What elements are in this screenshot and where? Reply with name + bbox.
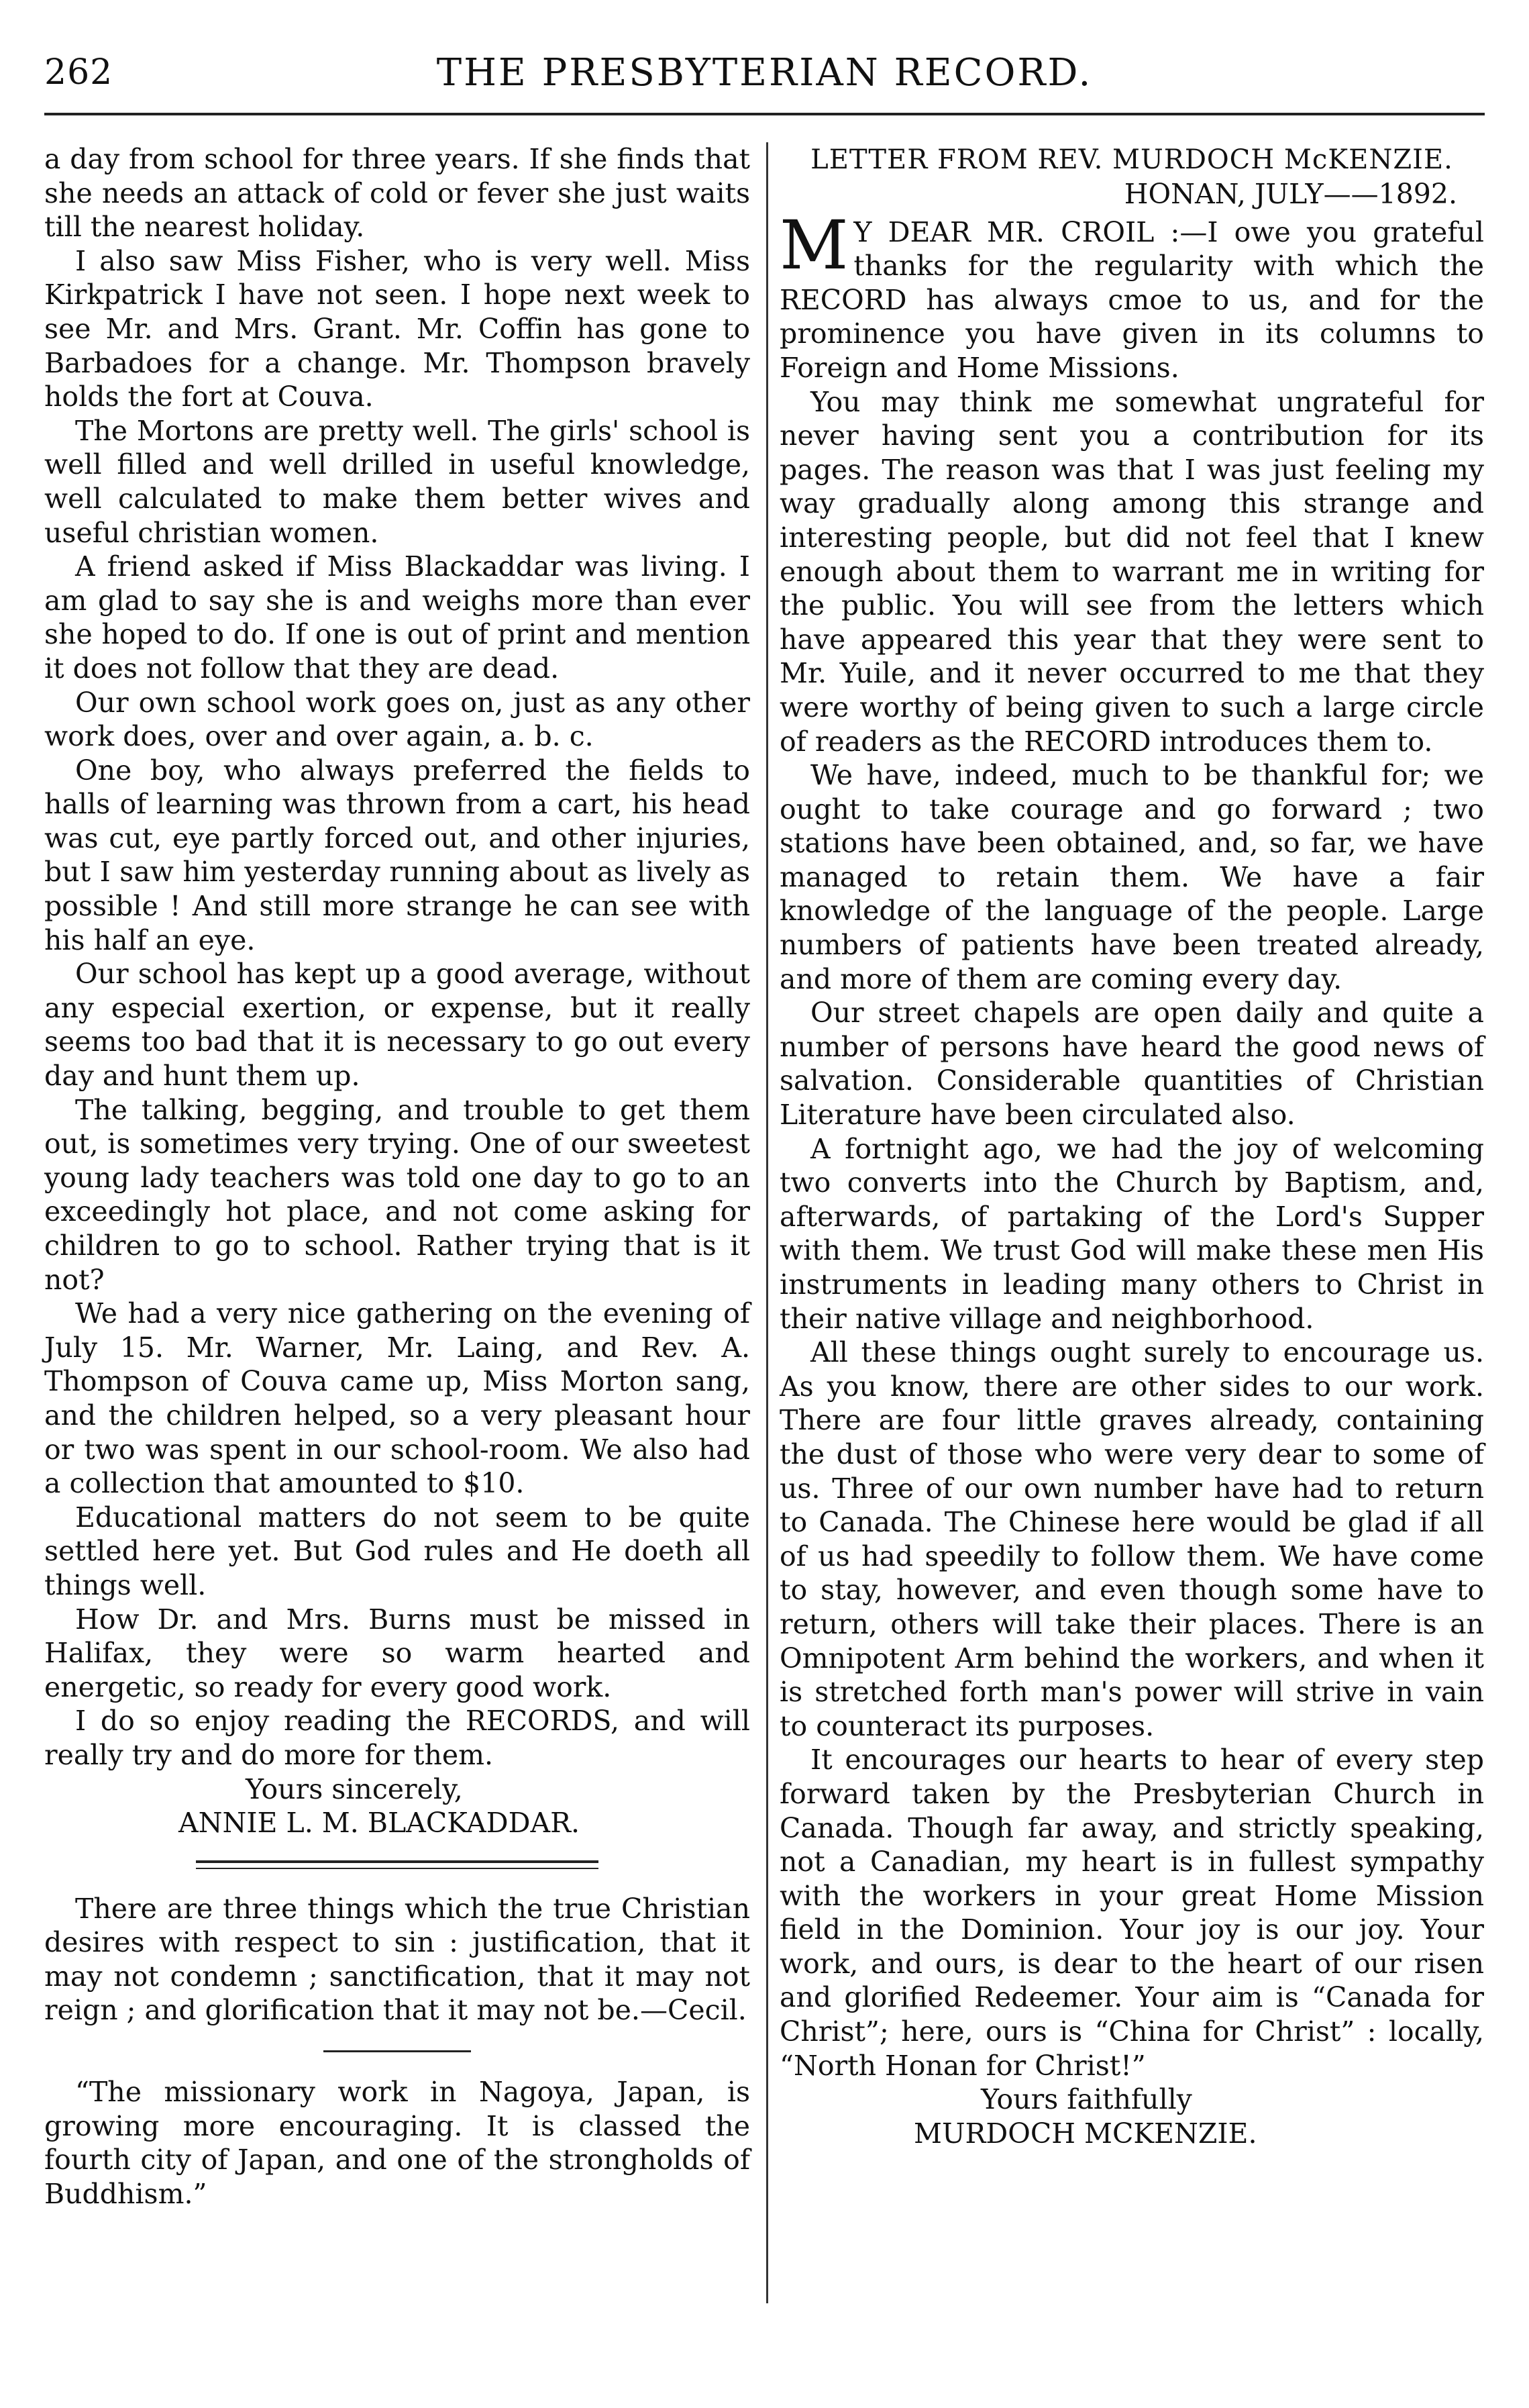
letter-closing: Yours sincerely, [246,1772,463,1805]
right-paragraph: It encourages our hearts to hear of every step forward taken by the Presbyterian Church in Canada. Though far away, and strictly speaking, not a Canadian, my heart is in fullest sympathy with the workers in your great Home Mission field in the Dominion. Your joy is our joy. Your work, and ours, is dear to the heart of our risen and glorified Redeemer. Your aim is “Canada for Christ”; here, ours is “China for Christ” : locally, “North Honan for Christ!” [780,1744,1484,2082]
left-paragraph: Our own school work goes on, just as any other work does, over and over again, a. b. c. [44,686,750,753]
page-number: 262 [44,52,113,93]
left-paragraph: We had a very nice gathering on the evening of July 15. Mr. Warner, Mr. Laing, and Rev. A. Thompson of Couva came up, Miss Morton sang, and the children helped, so a very pleasant hour or two was spent in our school-room. We also had a collection that amounted to $10. [44,1297,750,1500]
left-column [44,142,754,2211]
left-paragraph: One boy, who always preferred the fields to halls of learning was thrown from a cart, his head was cut, eye partly forced out, and other injuries, but I saw him yesterday running about as lively as possible ! And still more strange he can see with his half an eye. [44,754,750,956]
quote-paragraph: There are three things which the true Christian desires with respect to sin : justification, that it may not condemn ; sanctification, that it may not reign ; and glorification that it may not be.—Cecil. [44,1892,750,2027]
letter-signature: ANNIE L. M. BLACKADDAR. [178,1807,580,1840]
left-paragraph: Educational matters do not seem to be quite settled here yet. But God rules and He doeth all things well. [44,1501,750,1601]
letter-signature: MURDOCH MCKENZIE. [914,2117,1257,2150]
letter-title: LETTER FROM REV. MURDOCH McKENZIE. [810,144,1453,175]
left-paragraph: I also saw Miss Fisher, who is very well. Miss Kirkpatrick I have not seen. I hope next week to see Mr. and Mrs. Grant. Mr. Coffin has gone to Barbadoes for a change. Mr. Thompson bravely holds the fort at Couva. [44,244,750,413]
left-paragraph: How Dr. and Mrs. Burns must be missed in Halifax, they were so warm hearted and energetic, so ready for every good work. [44,1603,750,1703]
right-paragraph: All these things ought surely to encourage us. As you know, there are other sides to our work. There are four little graves already, containing the dust of those who were very dear to some of us. Three of our own number have had to return to Canada. The Chinese here would be glad if all of us had speedily to follow them. We have come to stay, however, and even though some have to return, others will take their places. There is an Omnipotent Arm behind the workers, and when it is stretched forth man's power will strive in vain to counteract its purposes. [780,1336,1484,1742]
section-separator [323,2050,471,2052]
right-paragraph: We have, indeed, much to be thankful for; we ought to take courage and go forward ; two stations have been obtained, and, so far, we have managed to retain them. We have a fair knowledge of the language of the people. Large numbers of patients have been treated already, and more of them are coming every day. [780,759,1484,995]
header-rule [44,113,1485,115]
salutation-text: Y DEAR MR. CROIL :—I owe you grateful thanks for the regularity with which the RECORD has always cmoe to us, and for the prominence you have given in its columns to Foreign and Home Missions. [780,215,1484,384]
drop-cap: M [780,205,849,285]
section-separator [196,1860,598,1869]
letter-closing: Yours faithfully [981,2083,1192,2116]
left-paragraph: a day from school for three years. If she finds that she needs an attack of cold or fever she just waits till the nearest holiday. [44,143,750,244]
running-title: THE PRESBYTERIAN RECORD. [436,51,1093,95]
right-paragraph: You may think me somewhat ungrateful for never having sent you a contribution for its pages. The reason was that I was just feeling my way gradually along among this strange and interesting people, but did not feel that I knew enough about them to warrant me in writing for the public. You will see from the letters which have appeared this year that they were sent to Mr. Yuile, and it never occurred to me that they were worthy of being given to such a large circle of readers as the RECORD introduces them to. [780,385,1484,758]
right-paragraph: A fortnight ago, we had the joy of welcoming two converts into the Church by Baptism, and, afterwards, of partaking of the Lord's Supper with them. We trust God will make these men His instruments in leading many others to Christ in their native village and neighborhood. [780,1132,1484,1335]
left-paragraph: The Mortons are pretty well. The girls' school is well filled and well drilled in useful knowledge, well calculated to make them better wives and useful christian women. [44,414,750,549]
right-column [780,142,1484,2150]
dateline: HONAN, JULY——1892. [1124,178,1457,210]
quote-paragraph: “The missionary work in Nagoya, Japan, is growing more encouraging. It is classed the fourth city of Japan, and one of the strongholds of Buddhism.” [44,2076,750,2210]
right-paragraph: Our street chapels are open daily and quite a number of persons have heard the good news of salvation. Considerable quantities of Christian Literature have been circulated also. [780,997,1484,1132]
left-paragraph: I do so enjoy reading the RECORDS, and will really try and do more for them. [44,1705,750,1771]
left-paragraph: Our school has kept up a good average, without any especial exertion, or expense, but it really seems too bad that it is necessary to go out every day and hunt them up. [44,958,750,1093]
column-divider [766,142,768,2303]
left-paragraph: The talking, begging, and trouble to get them out, is sometimes very trying. One of our sweetest young lady teachers was told one day to go to an exceedingly hot place, and not come asking for children to go to school. Rather trying that is it not? [44,1093,750,1296]
left-paragraph: A friend asked if Miss Blackaddar was living. I am glad to say she is and weighs more than ever she hoped to do. If one is out of print and mention it does not follow that they are dead. [44,550,750,685]
salutation-paragraph [780,205,1484,385]
